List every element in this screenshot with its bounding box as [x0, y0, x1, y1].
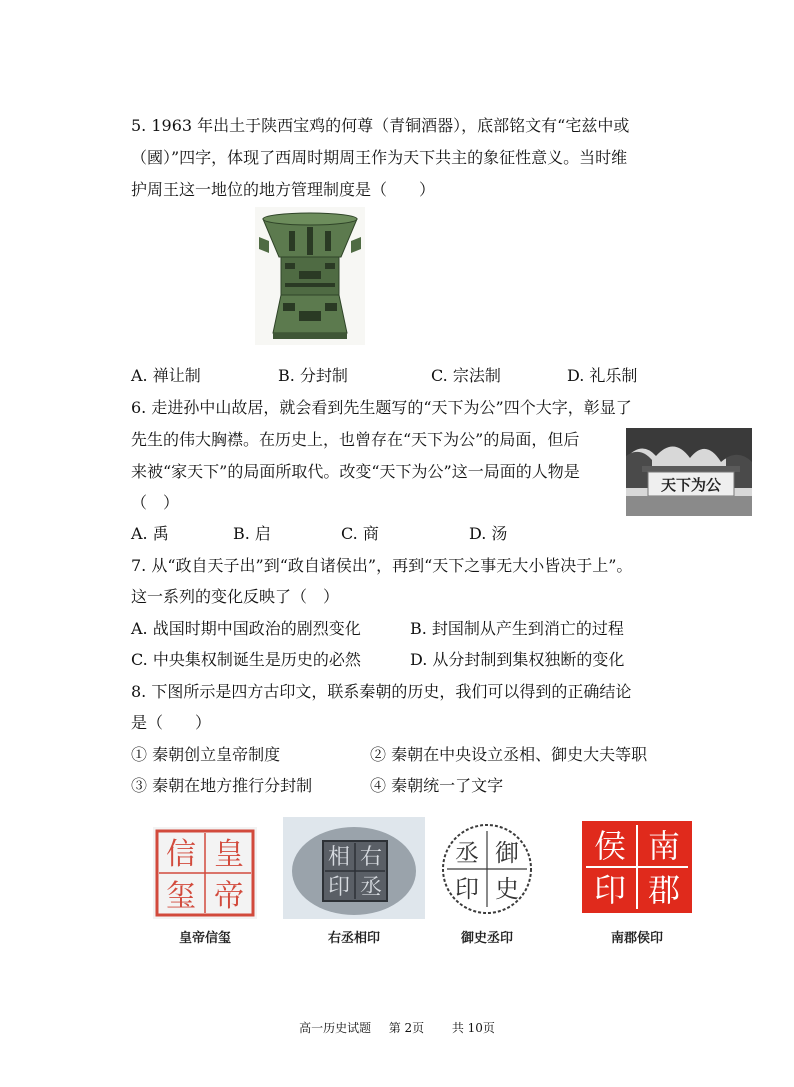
seal-4-glyph-4: 印	[593, 871, 627, 909]
seal-3-glyph-2: 史	[495, 875, 519, 903]
seal-caption-4: 南郡侯印	[610, 931, 663, 946]
q8-statement-2: ② 秦朝在中央设立丞相、御史大夫等职	[370, 745, 648, 764]
q7-line-2: 这一系列的变化反映了（ ）	[131, 587, 340, 606]
q7-option-c: C. 中央集权制诞生是历史的必然	[131, 650, 361, 669]
plaque-text: 天下为公	[660, 476, 722, 494]
seal-3-glyph-1: 御	[495, 839, 519, 867]
seal-4-glyph-1: 南	[647, 827, 681, 865]
q7-option-d: D. 从分封制到集权独断的变化	[410, 650, 625, 669]
q8-statement-3: ③ 秦朝在地方推行分封制	[131, 776, 313, 795]
seal-3-glyph-3: 丞	[455, 839, 479, 867]
q5-line-3: 护周王这一地位的地方管理制度是（ ）	[131, 180, 436, 199]
seal-3-glyph-4: 印	[455, 875, 479, 903]
footer-page-number: 第 2页	[388, 1021, 425, 1035]
q6-option-a: A. 禹	[131, 524, 169, 543]
q7-option-a: A. 战国时期中国政治的剧烈变化	[131, 619, 361, 638]
seal-caption-1: 皇帝信玺	[178, 931, 231, 946]
q7-option-b: B. 封国制从产生到消亡的过程	[410, 619, 624, 638]
q6-line-4: （ ）	[131, 493, 180, 512]
seal-1-glyph-1: 皇	[214, 837, 244, 872]
footer-title: 高一历史试题	[299, 1021, 372, 1035]
q6-option-b: B. 启	[233, 524, 271, 543]
q8-statement-1: ① 秦朝创立皇帝制度	[131, 745, 281, 764]
q6-line-1: 6. 走进孙中山故居，就会看到先生题写的“天下为公”四个大字，彰显了	[131, 398, 632, 417]
seal-1-glyph-2: 帝	[214, 879, 244, 914]
q6-option-c: C. 商	[341, 524, 379, 543]
q5-option-c: C. 宗法制	[431, 366, 501, 385]
q8-statement-4: ④ 秦朝统一了文字	[370, 776, 504, 795]
seal-you-chengxiang	[283, 817, 425, 919]
seal-caption-2: 右丞相印	[327, 931, 380, 946]
q6-line-3: 来被“家天下”的局面所取代。改变“天下为公”这一局面的人物是	[131, 462, 580, 481]
seal-4-glyph-3: 侯	[593, 827, 627, 865]
q8-line-2: 是（ ）	[131, 713, 212, 732]
q7-line-1: 7. 从“政自天子出”到“政自诸侯出”，再到“天下之事无大小皆决于上”。	[131, 556, 633, 575]
seal-huangdi-xinxi	[153, 827, 257, 919]
tianxia-weigong-photo	[626, 428, 752, 516]
q5-option-a: A. 禅让制	[131, 366, 201, 385]
q5-line-1: 5. 1963 年出土于陕西宝鸡的何尊（青铜酒器），底部铭文有“宅兹中或	[131, 116, 630, 135]
seal-nanjun-hou	[572, 817, 702, 917]
bronze-vessel-image	[255, 207, 365, 345]
seal-1-glyph-3: 信	[166, 837, 196, 872]
seal-2-glyph-3: 相	[327, 845, 351, 870]
seal-2-glyph-2: 丞	[359, 875, 383, 900]
page-footer	[0, 1019, 794, 1036]
seal-2-glyph-1: 右	[359, 845, 383, 870]
q6-line-2: 先生的伟大胸襟。在历史上，也曾存在“天下为公”的局面，但后	[131, 430, 580, 449]
seal-yushi-cheng	[425, 817, 549, 919]
q6-option-d: D. 汤	[469, 524, 508, 543]
seal-1-glyph-4: 玺	[166, 879, 196, 914]
q5-line-2: （國）”四字，体现了西周时期周王作为天下共主的象征性意义。当时维	[131, 148, 628, 167]
q5-option-d: D. 礼乐制	[567, 366, 638, 385]
seal-2-glyph-4: 印	[327, 875, 351, 900]
seal-4-glyph-2: 郡	[647, 871, 681, 909]
footer-total-pages: 共 10页	[451, 1021, 495, 1035]
seal-caption-3: 御史丞印	[460, 931, 513, 946]
q8-line-1: 8. 下图所示是四方古印文，联系秦朝的历史，我们可以得到的正确结论	[131, 682, 632, 701]
q5-option-b: B. 分封制	[278, 366, 348, 385]
